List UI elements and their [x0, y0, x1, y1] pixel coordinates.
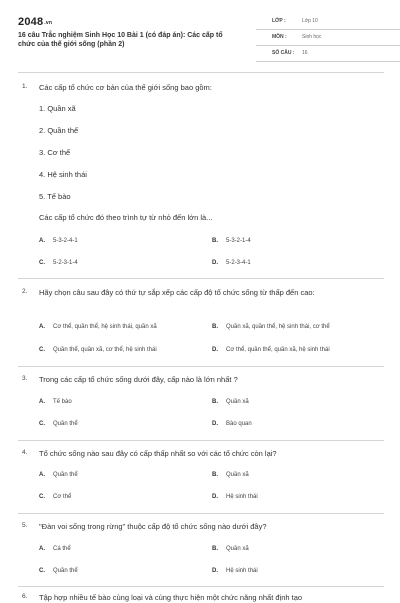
question-text: Trong các cấp tổ chức sống dưới đây, cấp nào là lớn nhất ?	[39, 375, 238, 384]
option-b[interactable]: B . Quần xã	[212, 546, 249, 552]
question-number: 4.	[22, 449, 28, 456]
option-d[interactable]: D . 5-2-3-4-1	[212, 260, 251, 266]
question-number: 2.	[22, 288, 28, 295]
question-number: 1.	[22, 83, 28, 90]
option-b[interactable]: B . 5-3-2-1-4	[212, 238, 251, 244]
divider	[18, 72, 384, 73]
question-3	[18, 374, 384, 434]
question-subtext: Các cấp tổ chức đó theo trình tự từ nhỏ đến lớn là...	[39, 213, 213, 222]
option-b[interactable]: B . Quần xã	[212, 399, 249, 405]
question-number: 3.	[22, 375, 28, 382]
option-a[interactable]: A . Tế bào	[39, 399, 72, 405]
meta-class: LỚP : Lớp 10	[256, 14, 400, 30]
divider	[18, 440, 384, 441]
list-item: 5. Tế bào	[39, 192, 71, 201]
option-c[interactable]: C . Cơ thể	[39, 494, 71, 500]
option-d[interactable]: D . Hệ sinh thái	[212, 494, 258, 500]
option-a[interactable]: A . Quần thể	[39, 472, 78, 478]
question-text: "Đàn voi sống trong rừng" thuộc cấp độ tổ chức sống nào dưới đây?	[39, 522, 267, 531]
meta-subject: MÔN : Sinh học	[256, 30, 400, 46]
divider	[18, 513, 384, 514]
document-meta	[256, 14, 400, 62]
question-5	[18, 521, 384, 581]
document-header	[18, 14, 384, 60]
option-b[interactable]: B . Quần xã, quần thể, hệ sinh thái, cơ thể	[212, 324, 330, 330]
divider	[18, 366, 384, 367]
list-item: 2. Quần thể	[39, 126, 79, 135]
list-item: 4. Hệ sinh thái	[39, 170, 87, 179]
option-d[interactable]: D . Bào quan	[212, 421, 252, 427]
question-4	[18, 448, 384, 508]
option-d[interactable]: D . Cơ thể, quần thể, quần xã, hệ sinh thái	[212, 347, 330, 353]
list-item: 1. Quần xã	[39, 104, 76, 113]
option-a[interactable]: A . Cơ thể, quần thể, hệ sinh thái, quần xã	[39, 324, 157, 330]
question-text: Tổ chức sống nào sau đây có cấp thấp nhất so với các tổ chức còn lại?	[39, 449, 277, 458]
list-item: 3. Cơ thể	[39, 148, 71, 157]
meta-question-count: SỐ CÂU : 16	[256, 46, 400, 62]
site-logo[interactable]: 2048.vn	[18, 16, 53, 28]
question-2	[18, 287, 384, 361]
option-a[interactable]: A . Cá thể	[39, 546, 71, 552]
question-text: Các cấp tổ chức cơ bản của thế giới sống bao gồm:	[39, 83, 212, 92]
divider	[18, 586, 384, 587]
option-c[interactable]: C . Quần thể, quần xã, cơ thể, hệ sinh thái	[39, 347, 157, 353]
question-1	[18, 82, 384, 272]
question-number: 5.	[22, 522, 28, 529]
question-text: Hãy chọn câu sau đây có thứ tự sắp xếp các cấp độ tổ chức sống từ thấp đến cao:	[39, 288, 315, 297]
question-text: Tập hợp nhiều tế bào cùng loại và cùng thực hiện một chức năng nhất định tạo	[39, 593, 303, 602]
document-title: 16 câu Trắc nghiệm Sinh Học 10 Bài 1 (có đáp án): Các cấp tổ chức của thế giới sống (phần 2)	[18, 32, 223, 48]
divider	[18, 278, 384, 279]
option-b[interactable]: B . Quần xã	[212, 472, 249, 478]
question-number: 6.	[22, 593, 28, 600]
question-6	[18, 592, 384, 600]
option-c[interactable]: C . 5-2-3-1-4	[39, 260, 78, 266]
option-a[interactable]: A . 5-3-2-4-1	[39, 238, 78, 244]
option-c[interactable]: C . Quần thể	[39, 568, 78, 574]
option-c[interactable]: C . Quần thể	[39, 421, 78, 427]
option-d[interactable]: D . Hệ sinh thái	[212, 568, 258, 574]
